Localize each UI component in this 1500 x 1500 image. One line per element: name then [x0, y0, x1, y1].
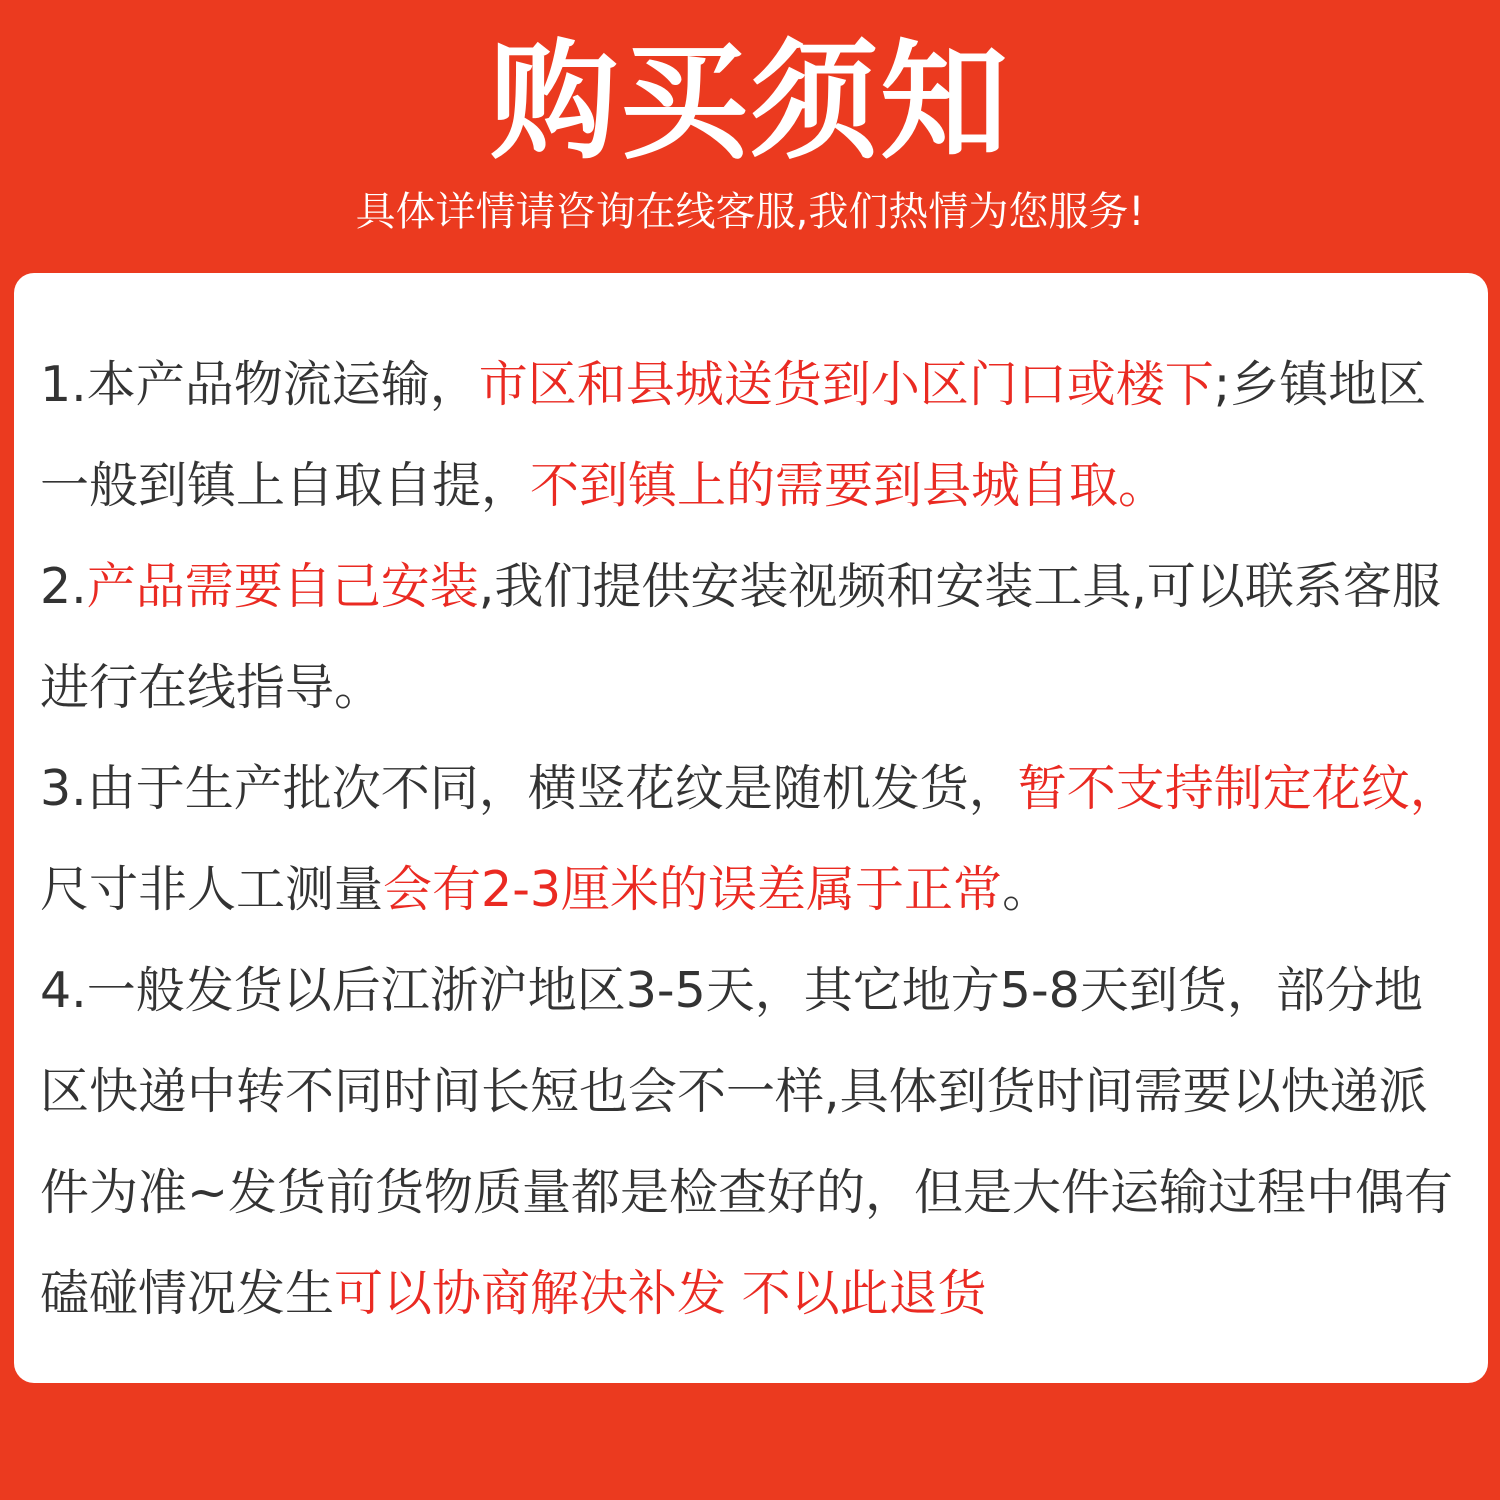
- notice-item-3-text-2: 尺寸非人工测量: [40, 861, 384, 918]
- notice-list: [40, 334, 1470, 1344]
- notice-item-2-text-2: ,我们提供安装视频和安装工具,可以联系客服进行在线指导。: [40, 558, 1441, 716]
- notice-item-4: [40, 940, 1470, 1344]
- notice-item-2-highlight-1: 产品需要自己安装: [86, 558, 479, 615]
- notice-item-1-text-2: ;乡镇地区一般到镇上自取自提，: [40, 356, 1427, 514]
- notice-item-2: [40, 536, 1470, 738]
- notice-item-3-highlight-1: 暂不支持制定花纹，: [1017, 760, 1459, 817]
- notice-item-3-highlight-2: 会有2-3厘米的误差属于正常: [383, 861, 1003, 918]
- notice-item-3: [40, 738, 1470, 940]
- page-title: 购买须知: [489, 28, 1010, 177]
- notice-item-2-text-1: 2.: [40, 558, 87, 615]
- page-subtitle: 具体详情请咨询在线客服,我们热情为您服务!: [355, 189, 1145, 235]
- notice-item-1: [40, 334, 1470, 536]
- notice-item-3-text-3: 。: [1002, 861, 1052, 918]
- notice-item-1-text-1: 1.本产品物流运输，: [40, 356, 479, 413]
- notice-item-1-highlight-1: 市区和县城送货到小区门口或楼下: [478, 356, 1214, 413]
- notice-item-3-text-1: 3.由于生产批次不同，横竖花纹是随机发货，: [40, 760, 1018, 817]
- notice-item-1-highlight-2: 不到镇上的需要到县城自取。: [530, 457, 1168, 514]
- notice-item-4-highlight-1: 可以协商解决补发 不以此退货: [334, 1265, 987, 1322]
- notice-item-4-text-1: 4.一般发货以后江浙沪地区3-5天，其它地方5-8天到货，部分地区快递中转不同时间长短也会不一样,具体到货时间需要以快递派件为准~发货前货物质量都是检查好的，但是大件运输过程中偶有磕碰情况发生: [40, 962, 1454, 1322]
